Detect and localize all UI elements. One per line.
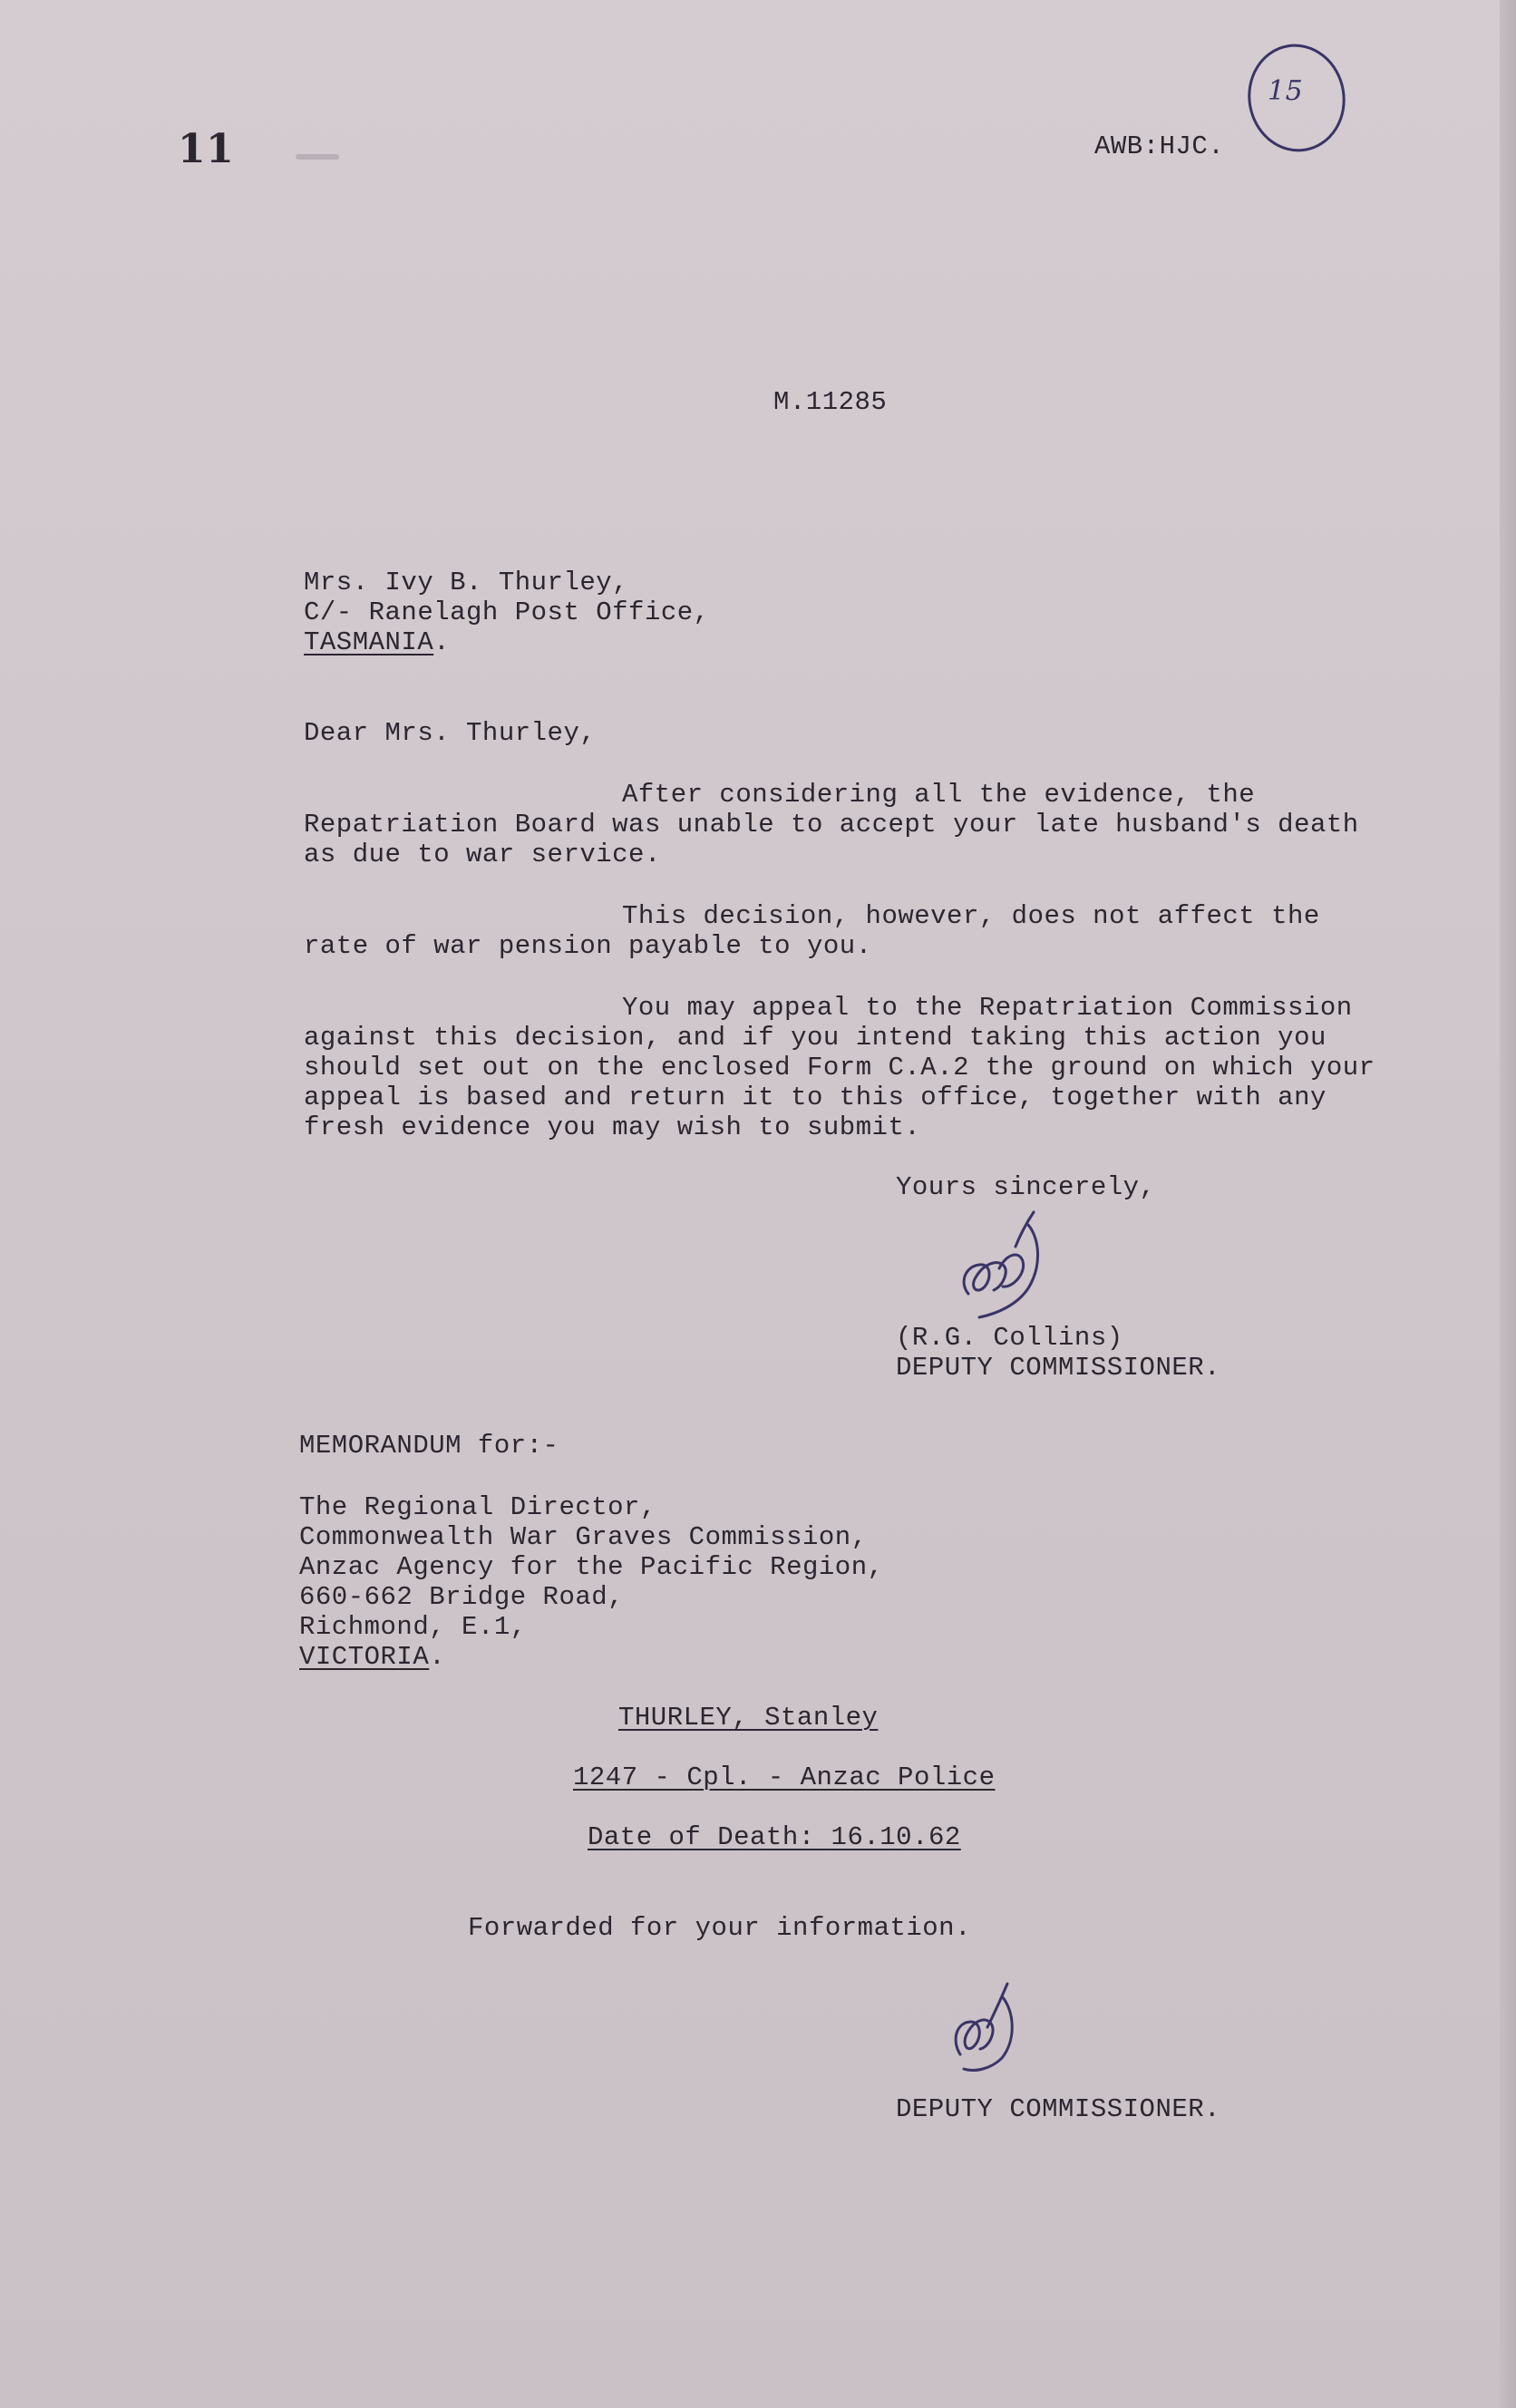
memo-signatory-title: DEPUTY COMMISSIONER.	[896, 2094, 1221, 2124]
paragraph-line: Repatriation Board was unable to accept your late husband's death	[304, 810, 1359, 840]
paragraph-line: should set out on the enclosed Form C.A.2 the ground on which your	[304, 1053, 1375, 1083]
recipient-state-suffix: .	[433, 627, 451, 657]
signatory-name: (R.G. Collins)	[896, 1323, 1123, 1353]
recipient-state-line	[304, 627, 450, 657]
page-edge-shadow	[1500, 0, 1516, 2408]
memo-address-line: Anzac Agency for the Pacific Region,	[299, 1552, 884, 1582]
subject-name: THURLEY, Stanley	[618, 1703, 879, 1733]
signatory-title: DEPUTY COMMISSIONER.	[896, 1353, 1221, 1383]
signature-initials	[952, 1210, 1052, 1328]
paragraph-line: rate of war pension payable to you.	[304, 931, 872, 961]
margin-mark: 11	[178, 126, 235, 172]
paragraph-line: against this decision, and if you intend taking this action you	[304, 1023, 1326, 1053]
folio-number: 15	[1268, 75, 1304, 107]
recipient-state: TASMANIA	[304, 627, 434, 657]
memo-address-line: The Regional Director,	[299, 1492, 656, 1522]
recipient-line: Mrs. Ivy B. Thurley,	[304, 568, 629, 597]
memo-address-line: Richmond, E.1,	[299, 1612, 527, 1642]
smudge-mark	[296, 154, 339, 160]
subject-service: 1247 - Cpl. - Anzac Police	[573, 1762, 996, 1792]
paragraph-line: This decision, however, does not affect the	[622, 901, 1320, 931]
file-number: M.11285	[773, 387, 888, 417]
memo-address-line: Commonwealth War Graves Commission,	[299, 1522, 868, 1552]
salutation: Dear Mrs. Thurley,	[304, 718, 597, 748]
paragraph-line: appeal is based and return it to this office, together with any	[304, 1083, 1326, 1112]
recipient-line: C/- Ranelagh Post Office,	[304, 597, 710, 627]
paragraph-line: After considering all the evidence, the	[622, 780, 1256, 810]
memo-note: Forwarded for your information.	[468, 1913, 971, 1943]
memorandum-heading: MEMORANDUM for:-	[299, 1431, 559, 1461]
memo-address-line: 660-662 Bridge Road,	[299, 1582, 625, 1612]
subject-death-date: Date of Death: 16.10.62	[588, 1822, 961, 1852]
paragraph-line: as due to war service.	[304, 840, 661, 869]
closing: Yours sincerely,	[896, 1172, 1156, 1202]
memo-state-line	[299, 1642, 445, 1672]
memo-state-suffix: .	[429, 1642, 446, 1672]
memo-state: VICTORIA	[299, 1642, 430, 1672]
signature-initials-memo	[948, 1976, 1020, 2076]
paragraph-line: fresh evidence you may wish to submit.	[304, 1112, 921, 1142]
reference-initials: AWB:HJC.	[1094, 131, 1225, 161]
paragraph-line: You may appeal to the Repatriation Commission	[622, 993, 1353, 1023]
